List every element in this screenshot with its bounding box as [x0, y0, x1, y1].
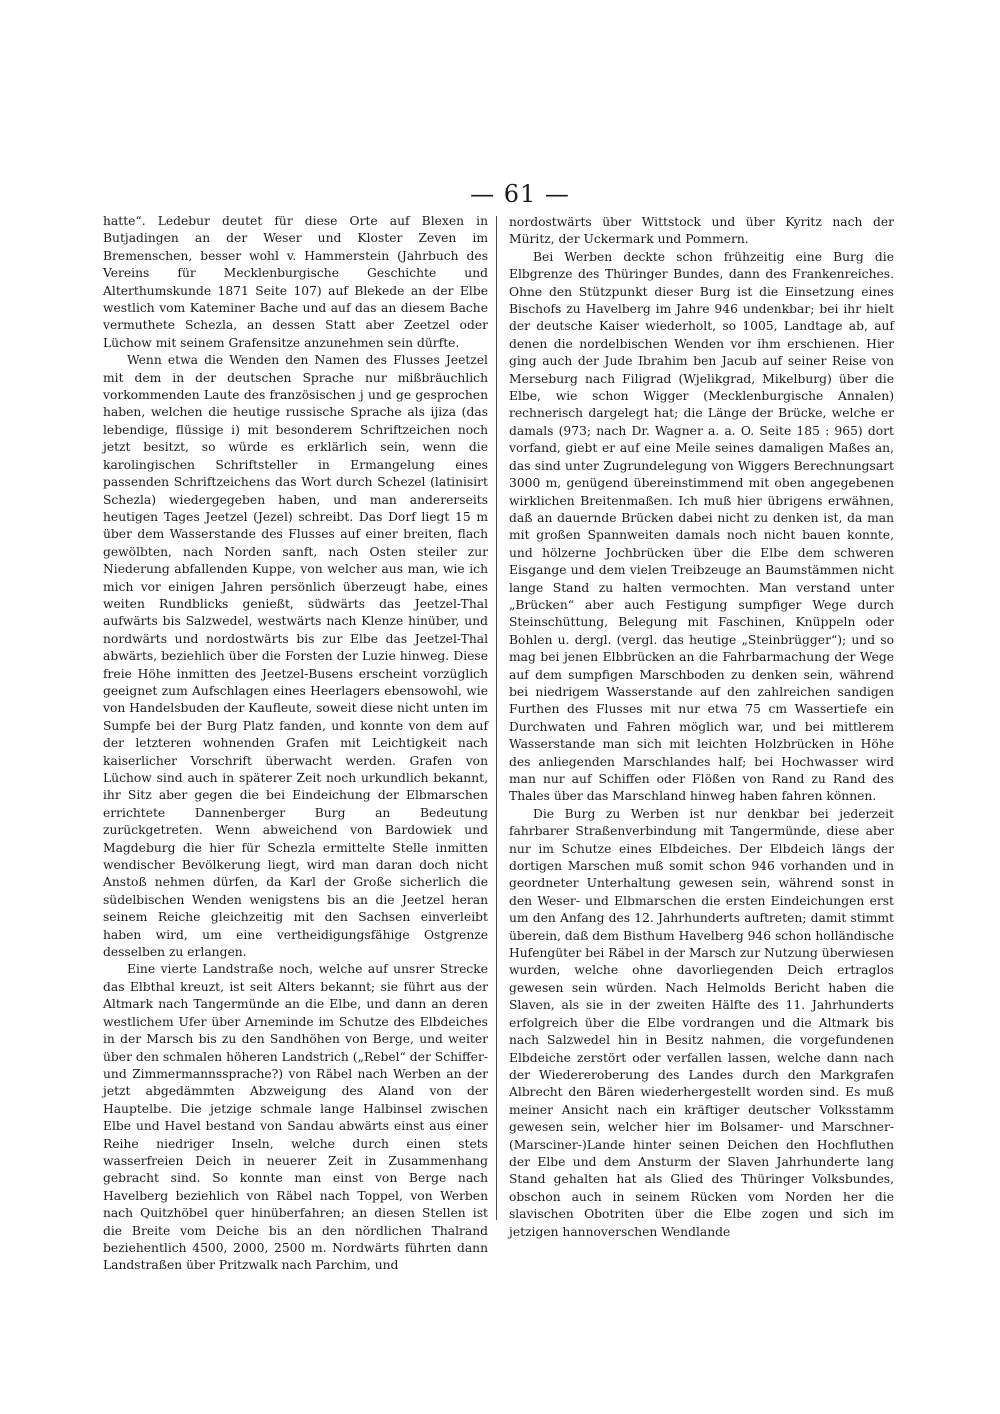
paragraph: hatte“. Ledebur deutet für diese Orte auf Blexen in Butjadingen an der Weser und Kloster Zeven im Bremenschen, besser wohl v. Hammerstein (Jahrbuch des Vereins für Mecklenburgische Geschichte und Alterthumskunde 1871 Seite 107) auf Blekede an der Elbe westlich vom Kateminer Bache und auf das an diesem Bache vermuthete Schezla, an dessen Statt aber Zeetzel oder Lüchow mit seinem Grafensitze anzunehmen sein dürfte.	[103, 214, 488, 350]
paragraph: nordostwärts über Wittstock und über Kyritz nach der Müritz, der Uckermark und Pommern.	[509, 215, 894, 247]
page-number: — 61 —	[470, 180, 570, 208]
column-divider	[496, 216, 497, 1220]
paragraph: Bei Werben deckte schon frühzeitig eine Burg die Elbgrenze des Thüringer Bundes, dann des Frankenreiches. Ohne den Stützpunkt dieser Burg ist die Einsetzung eines Bischofs zu Havelberg im Jahre 946 undenkbar; bei ihr hielt der deutsche Kaiser wiederholt, so 1005, Landtage ab, auf denen die nordelbischen Wenden vor ihm erschienen. Hier ging auch der Jude Ibrahim ben Jacub auf seiner Reise von Merseburg nach Filigrad (Wjelikgrad, Mikelburg) über die Elbe, wie schon Wigger (Mecklenburgische Annalen) rechnerisch dargelegt hat; die Länge der Brücke, welche er damals (973; nach Dr. Wagner a. a. O. Seite 185 : 965) dort vorfand, giebt er auf eine Meile seines damaligen Maßes an, das sind unter Zugrundelegung von Wiggers Berechnungsart 3000 m, genügend übereinstimmend mit oben angegebenen wirklichen Breitenmaßen. Ich muß hier übrigens erwähnen, daß an dauernde Brücken dabei nicht zu denken ist, da man mit großen Spannweiten damals noch nicht bauen konnte, und hölzerne Jochbrücken über die Elbe dem schweren Eisgange und dem vielen Treibzeuge an Baumstämmen nicht lange Stand zu halten vermochten. Man verstand unter „Brücken“ aber auch Festigung sumpfiger Wege durch Steinschüttung, Belegung mit Faschinen, Knüppeln oder Bohlen u. dergl. (vergl. das heutige „Steinbrügger“); und so mag bei jenen Elbbrücken an die Fahrbarmachung der Wege auf dem sumpfigen Marschboden zu denken sein, während bei niedrigem Wasserstande auf den zahlreichen sandigen Furthen des Flusses mit nur etwa 75 cm Wassertiefe ein Durchwaten und Fahren möglich war, und bei mittlerem Wasserstande man sich mit leichten Holzbrücken in Höhe des anliegenden Marschlandes half; bei Hochwasser wird man nur auf Schiffen oder Flößen von Rand zu Rand des Thales über das Marschland hinweg haben fahren können.	[509, 249, 894, 804]
paragraph: Eine vierte Landstraße noch, welche auf unsrer Strecke das Elbthal kreuzt, ist seit Alters bekannt; sie führt aus der Altmark nach Tangermünde an die Elbe, und dann an deren westlichem Ufer über Arneminde im Schutze des Elbdeiches in der Marsch bis zu den Sandhöhen von Berge, und weiter über den schmalen höheren Landstrich („Rebel“ der Schiffer- und Zimmermannssprache?) von Räbel nach Werben an der jetzt abgedämmten Abzweigung des Aland von der Hauptelbe. Die jetzige schmale lange Halbinsel zwischen Elbe und Havel bestand von Sandau abwärts einst aus einer Reihe niedriger Inseln, welche durch einen stets wasserfreien Deich in neuerer Zeit in Zusammenhang gebracht sind. So konnte man einst von Berge nach Havelberg beziehlich von Räbel nach Toppel, von Werben nach Quitzhöbel quer hinüberfahren; an diesen Stellen ist die Breite vom Deiche bis an den nördlichen Thalrand beziehentlich 4500, 2000, 2500 m. Nordwärts führten dann Landstraßen über Pritzwalk nach Parchim, und	[103, 962, 488, 1273]
left-column	[103, 213, 488, 1275]
paragraph: Die Burg zu Werben ist nur denkbar bei jederzeit fahrbarer Straßenverbindung mit Tangermünde, diese aber nur im Schutze eines Elbdeiches. Der Elbdeich längs der dortigen Marschen muß somit schon 946 vorhanden und in geordneter Unterhaltung gewesen sein, während sonst in den Weser- und Elbmarschen die ersten Eindeichungen erst um den Anfang des 12. Jahrhunderts auftreten; damit stimmt überein, daß dem Bisthum Havelberg 946 schon holländische Hufengüter bei Räbel in der Marsch zur Nutzung überwiesen wurden, welche ohne davorliegenden Deich ertraglos gewesen sein würden. Nach Helmolds Bericht haben die Slaven, als sie in der zweiten Hälfte des 11. Jahrhunderts erfolgreich über die Elbe vordrangen und die Altmark bis nach Salzwedel hin in Besitz nahmen, die vorgefundenen Elbdeiche zerstört oder verfallen lassen, welche dann nach der Wiedereroberung des Landes durch den Markgrafen Albrecht den Bären wiederhergestellt worden sind. Es muß meiner Ansicht nach ein kräftiger deutscher Volksstamm gewesen sein, welcher hier im Bolsamer- und Marschner-(Marsciner-)Lande hinter seinen Deichen den Hochfluthen der Elbe und dem Ansturm der Slaven Jahrhunderte lang Stand gehalten hat als Glied des Thüringer Volksbundes, obschon auch in seinem Rücken vom Norden her die slavischen Obotriten über die Elbe zogen und sich im jetzigen hannoverschen Wendlande	[509, 806, 894, 1239]
paragraph: Wenn etwa die Wenden den Namen des Flusses Jeetzel mit dem in der deutschen Sprache nur mißbräuchlich vorkommenden Laute des französischen j und ge gesprochen haben, welchen die heutige russische Sprache als ijiza (das lebendige, flüssige i) mit besonderem Schriftzeichen noch jetzt besitzt, so würde es erklärlich sein, wenn die karolingischen Schriftsteller in Ermangelung eines passenden Schriftzeichens das Wort durch Schezel (latinisirt Schezla) wiedergegeben haben, und man andererseits heutigen Tages Jeetzel (Jezel) schreibt. Das Dorf liegt 15 m über dem Wasserstande des Flusses auf einer breiten, flach gewölbten, nach Norden sanft, nach Osten steiler zur Niederung abfallenden Kuppe, von welcher aus man, wie ich mich vor einigen Jahren persönlich überzeugt habe, eines weiten Rundblicks genießt, südwärts das Jeetzel-Thal aufwärts bis Salzwedel, westwärts nach Klenze hinüber, und nordwärts und nordostwärts bis zur Elbe das Jeetzel-Thal abwärts, beziehlich über die Forsten der Luzie hinweg. Diese freie Höhe inmitten des Jeetzel-Busens erscheint vorzüglich geeignet zum Aufschlagen eines Heerlagers ebensowohl, wie von Handelsbuden der Kaufleute, soweit diese nicht unten im Sumpfe bei der Burg Platz fanden, und konnte von dem auf der letzteren wohnenden Grafen mit Leichtigkeit nach kaiserlicher Vorschrift überwacht werden. Grafen von Lüchow sind auch in späterer Zeit noch urkundlich bekannt, ihr Sitz aber gegen die bei Eindeichung der Elbmarschen errichtete Dannenberger Burg an Bedeutung zurückgetreten. Wenn abweichend von Bardowiek und Magdeburg die hier für Schezla ermittelte Stelle inmitten wendischer Bevölkerung liegt, wird man daran doch nicht Anstoß nehmen dürfen, da Karl der Große sicherlich die südelbischen Wenden wenigstens bis an die Jeetzel heran seinem Reiche gleichzeitig mit den Sachsen einverleibt haben wird, um eine vertheidigungsfähige Ostgrenze desselben zu erlangen.	[103, 353, 488, 960]
right-column	[509, 214, 894, 1241]
